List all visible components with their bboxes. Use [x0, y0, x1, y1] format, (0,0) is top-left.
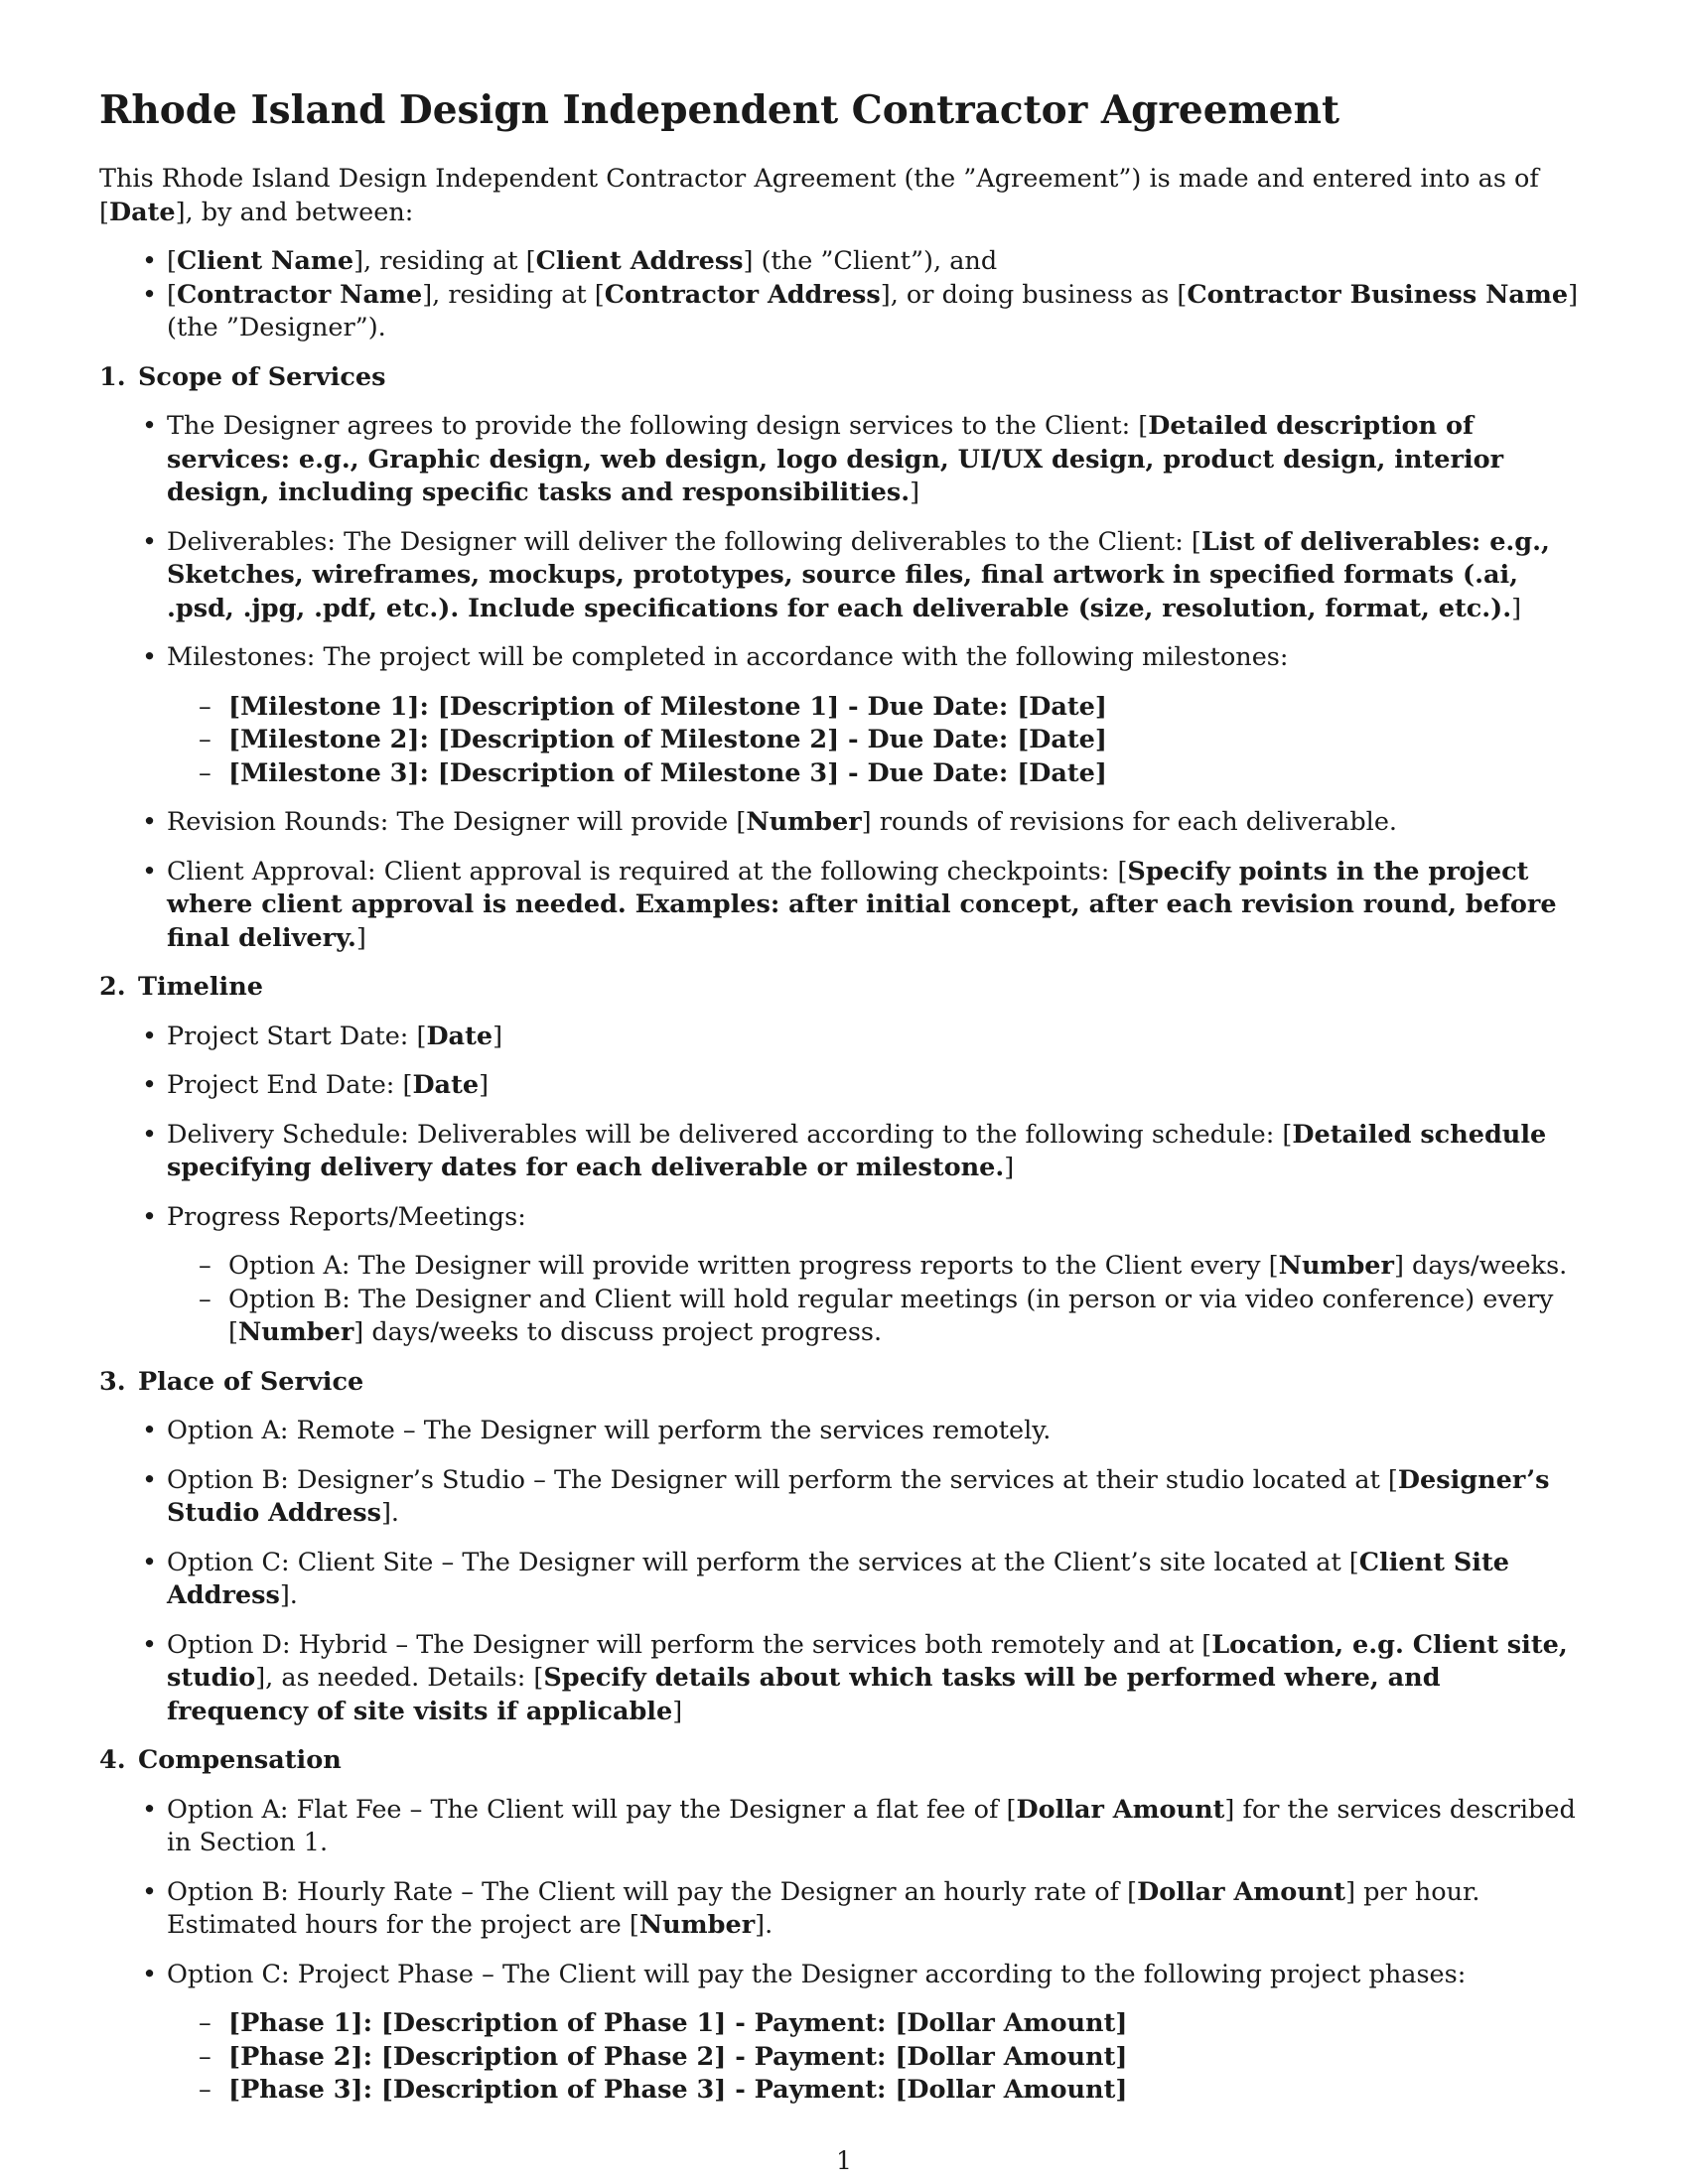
placeholder-text: Number [237, 1317, 354, 1347]
section-heading [99, 1366, 1589, 1400]
bullet-text [167, 410, 1589, 510]
text-run: Option B: The Designer and Client will hold regular meetings (in person or via video conference) every [ [228, 1284, 1554, 1347]
section-number: 2. [99, 972, 126, 1002]
bullet-text [167, 1021, 1589, 1054]
text-run: Option C: Project Phase – The Client will pay the Designer according to the following project phases: [167, 1959, 1467, 1989]
text-run: ], residing at [ [353, 246, 536, 276]
bullet-text [167, 1119, 1589, 1185]
bullet-text [167, 1415, 1589, 1448]
sub-list-item [228, 1250, 1589, 1284]
text-run: Option D: Hybrid – The Designer will perform the services both remotely and at [ [167, 1629, 1212, 1660]
placeholder-text: Dollar Amount [1016, 1794, 1225, 1825]
text-run: Project Start Date: [ [167, 1021, 427, 1051]
sections-container [99, 361, 1589, 2108]
bullet-item [167, 1876, 1589, 1943]
placeholder-text: Dollar Amount [1137, 1876, 1346, 1907]
placeholder-text: Client Address [535, 246, 744, 276]
text-run: [ [167, 279, 177, 310]
placeholder-text: Date [426, 1021, 493, 1051]
sub-list-item [228, 757, 1589, 791]
bullet-text [167, 526, 1589, 626]
text-run: ] (the ”Designer”). [167, 279, 1579, 342]
bullet-text [167, 1547, 1589, 1613]
section-2 [99, 971, 1589, 1350]
bullet-text [167, 1629, 1589, 1729]
placeholder-text: Specify details about which tasks will be performed where, and frequency of site visits if applicable [167, 1663, 1441, 1726]
sub-list-item [228, 2074, 1589, 2108]
placeholder-text: [Phase 1]: [Description of Phase 1] - Payment: [Dollar Amount] [228, 2008, 1128, 2038]
bullet-item [167, 1119, 1589, 1185]
section-bullet-list [167, 1021, 1589, 1350]
page-number: 1 [836, 2146, 852, 2175]
placeholder-text: [Milestone 1]: [Description of Milestone 1] - Due Date: [Date] [228, 691, 1107, 722]
bullet-item [167, 1069, 1589, 1103]
bullet-item [167, 806, 1589, 840]
text-run: The Designer agrees to provide the following design services to the Client: [ [167, 411, 1149, 441]
placeholder-text: Designer’s Studio Address [167, 1464, 1550, 1528]
sub-list-item [228, 724, 1589, 757]
bullet-text [167, 1201, 1589, 1235]
text-run: ] days/weeks. [1393, 1251, 1568, 1281]
text-run: ] per hour. Estimated hours for the project are [ [167, 1876, 1480, 1940]
section-bullet-list [167, 1415, 1589, 1728]
bullet-text [167, 641, 1589, 675]
section-title: Place of Service [138, 1366, 364, 1397]
text-run: ] [672, 1696, 683, 1726]
bullet-item [167, 1201, 1589, 1350]
bullet-item [167, 1959, 1589, 2108]
bullet-text [167, 1794, 1589, 1860]
text-run: ] [479, 1070, 490, 1100]
text-run: Project End Date: [ [167, 1070, 413, 1100]
placeholder-text: [Phase 2]: [Description of Phase 2] - Payment: [Dollar Amount] [228, 2041, 1128, 2072]
bullet-text [167, 1876, 1589, 1943]
bullet-text [167, 1464, 1589, 1531]
section-number: 3. [99, 1366, 126, 1397]
intro-paragraph [99, 163, 1589, 229]
sub-list-item [228, 2007, 1589, 2041]
section-title: Compensation [138, 1745, 342, 1775]
placeholder-text: Detailed schedule specifying delivery dates for each deliverable or milestone. [167, 1119, 1547, 1182]
bullet-item [167, 526, 1589, 626]
document-title: Rhode Island Design Independent Contractor Agreement [99, 87, 1339, 133]
placeholder-text: Detailed description of services: e.g., Graphic design, web design, logo design, UI/UX design, product design, interior design, including specific tasks and responsibilities. [167, 411, 1504, 507]
text-run: ], residing at [ [422, 279, 605, 310]
text-run: Option B: Designer’s Studio – The Designer will perform the services at their studio located at [ [167, 1464, 1398, 1495]
sub-list-item [228, 2041, 1589, 2075]
section-bullet-list [167, 1794, 1589, 2108]
bullet-item [167, 1794, 1589, 1860]
text-run: Option A: Remote – The Designer will perform the services remotely. [167, 1416, 1052, 1445]
sub-list-item [228, 1284, 1589, 1350]
text-run: Option C: Client Site – The Designer will perform the services at the Client’s site located at [ [167, 1547, 1359, 1577]
placeholder-text: [Milestone 3]: [Description of Milestone 3] - Due Date: [Date] [228, 757, 1107, 788]
section-1 [99, 361, 1589, 956]
section-title: Scope of Services [138, 361, 386, 392]
section-bullet-list [167, 410, 1589, 955]
sub-list [228, 691, 1589, 791]
section-number: 4. [99, 1745, 126, 1775]
text-run: Revision Rounds: The Designer will provide [ [167, 807, 747, 837]
text-run: ] (the ”Client”), and [743, 246, 998, 276]
placeholder-text: Contractor Business Name [1187, 279, 1569, 310]
bullet-item [167, 1629, 1589, 1729]
text-run: This Rhode Island Design Independent Contractor Agreement (the ”Agreement”) is made and entered into as of [ [99, 164, 1539, 227]
placeholder-text: Client Site Address [167, 1547, 1509, 1610]
sub-list [228, 1250, 1589, 1350]
text-run: Client Approval: Client approval is required at the following checkpoints: [ [167, 856, 1128, 887]
text-run: ] [1004, 1153, 1015, 1182]
bullet-item [167, 1547, 1589, 1613]
text-run: Progress Reports/Meetings: [167, 1201, 526, 1232]
text-run: ]. [380, 1498, 400, 1528]
section-number: 1. [99, 361, 126, 392]
party-item [167, 279, 1589, 345]
text-run: ] [910, 478, 920, 507]
placeholder-text: [Phase 3]: [Description of Phase 3] - Payment: [Dollar Amount] [228, 2075, 1128, 2105]
text-run: ] [1511, 593, 1522, 623]
placeholder-text: Client Name [176, 246, 354, 276]
placeholder-text: Date [108, 197, 176, 227]
sub-list [228, 2007, 1589, 2108]
parties-list [167, 245, 1589, 345]
text-run: ]. [279, 1580, 298, 1610]
bullet-text [167, 806, 1589, 840]
bullet-item [167, 641, 1589, 790]
document-body [99, 87, 1589, 2123]
placeholder-text: Number [638, 1910, 756, 1940]
bullet-item [167, 1021, 1589, 1054]
text-run: Option A: The Designer will provide written progress reports to the Client every [ [228, 1251, 1279, 1281]
text-run: ] rounds of revisions for each deliverable. [861, 807, 1398, 837]
section-3 [99, 1366, 1589, 1729]
section-heading [99, 361, 1589, 395]
text-run: ] days/weeks to discuss project progress. [353, 1317, 883, 1347]
section-heading [99, 971, 1589, 1005]
bullet-text [167, 856, 1589, 956]
placeholder-text: Location, e.g. Client site, studio [167, 1629, 1568, 1693]
text-run: Milestones: The project will be completed in accordance with the following milestones: [167, 642, 1289, 672]
text-run: Option B: Hourly Rate – The Client will pay the Designer an hourly rate of [ [167, 1876, 1138, 1907]
party-item [167, 245, 1589, 279]
placeholder-text: Specify points in the project where client approval is needed. Examples: after initial concept, after each revision round, before final delivery. [167, 856, 1557, 953]
text-run: ], by and between: [175, 197, 414, 227]
text-run: Deliverables: The Designer will deliver the following deliverables to the Client: [ [167, 526, 1201, 557]
bullet-item [167, 1464, 1589, 1531]
text-run: ], or doing business as [ [880, 279, 1188, 310]
section-heading [99, 1744, 1589, 1778]
text-run: ], as needed. Details: [ [255, 1663, 544, 1693]
text-run: ] for the services described in Section 1. [167, 1794, 1576, 1857]
section-4 [99, 1744, 1589, 2108]
placeholder-text: [Milestone 2]: [Description of Milestone 2] - Due Date: [Date] [228, 725, 1107, 754]
placeholder-text: Contractor Name [176, 279, 423, 310]
text-run: ] [355, 922, 366, 953]
placeholder-text: Number [1278, 1251, 1394, 1281]
bullet-text [167, 1959, 1589, 1992]
text-run: Delivery Schedule: Deliverables will be delivered according to the following schedule: [ [167, 1119, 1293, 1150]
placeholder-text: List of deliverables: e.g., Sketches, wireframes, mockups, prototypes, source files, final artwork in specified formats (.ai, .psd, .jpg, .pdf, etc.). Include specifications for each deliverable (size, resolution, format, etc.). [167, 526, 1550, 623]
text-run: [ [167, 246, 177, 276]
bullet-item [167, 410, 1589, 510]
bullet-item [167, 1415, 1589, 1448]
sub-list-item [228, 691, 1589, 725]
bullet-text [167, 1069, 1589, 1103]
placeholder-text: Contractor Address [604, 279, 881, 310]
placeholder-text: Number [746, 807, 862, 837]
text-run: ]. [755, 1910, 774, 1940]
placeholder-text: Date [412, 1070, 480, 1100]
bullet-item [167, 856, 1589, 956]
text-run: ] [492, 1021, 503, 1051]
text-run: Option A: Flat Fee – The Client will pay the Designer a flat fee of [ [167, 1794, 1017, 1825]
section-title: Timeline [138, 972, 264, 1002]
